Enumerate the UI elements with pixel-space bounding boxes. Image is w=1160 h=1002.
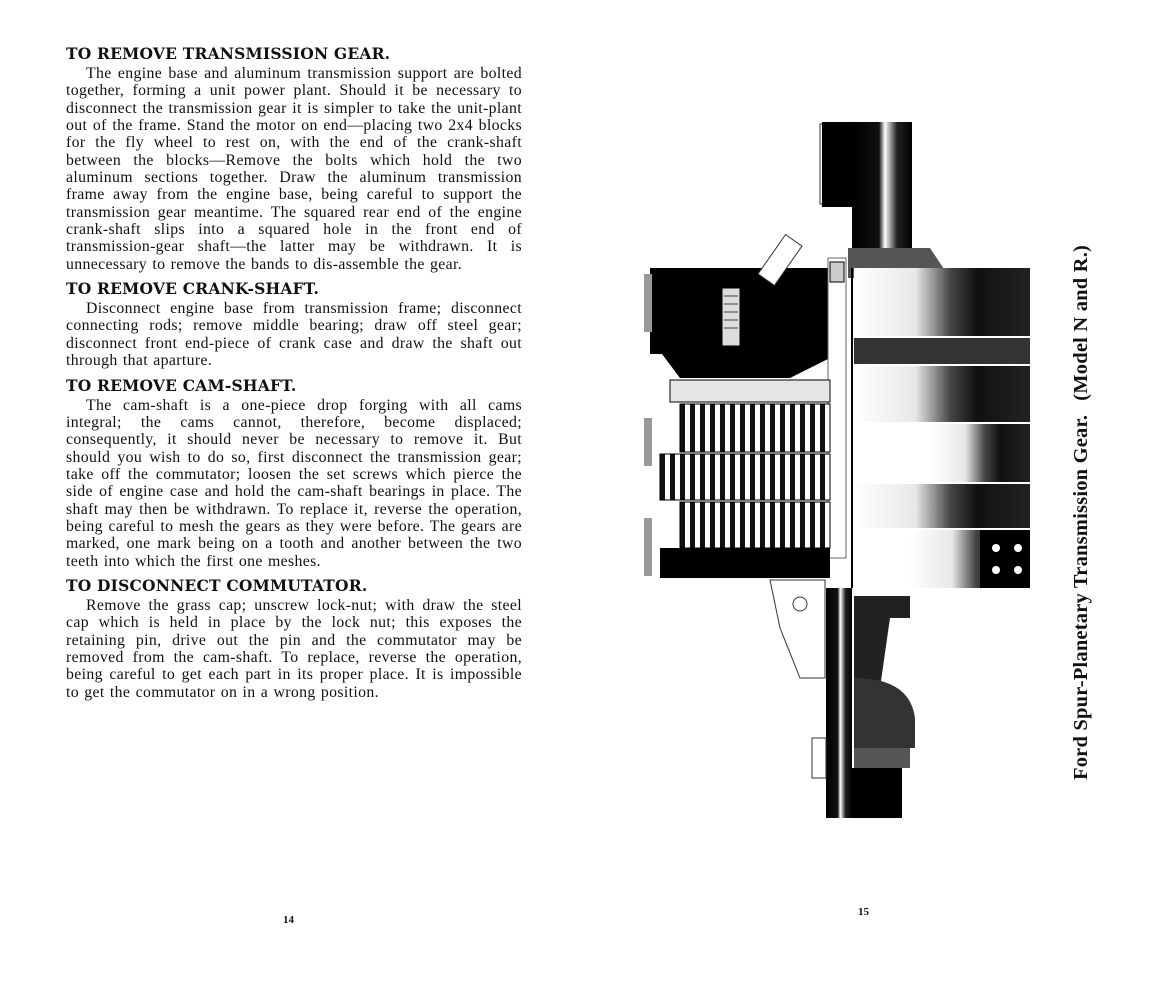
transmission-gear-illustration (640, 118, 1030, 818)
page-number-right: 15 (858, 906, 869, 918)
section-heading: TO REMOVE CRANK-SHAFT. (66, 279, 320, 299)
section-body: The engine base and aluminum transmission support are bolted together, forming a unit power plant. Should it be necessary to disconnect the transmission gear it is simpler to take the unit-plant out of the frame. Stand the motor on end—placing two 2x4 blocks for the fly wheel to rest on, with the end of the crank-shaft between the blocks—Remove the bolts which hold the two aluminum sections together. Draw the aluminum transmission frame away from the engine base, being careful to support the transmission gear meantime. The squared rear end of the engine crank-shaft slips into a squared hole in the front end of transmission-gear shaft—the latter may be withdrawn. It is unnecessary to remove the bands to dis-assemble the gear. (66, 65, 522, 273)
caption-title: Ford Spur-Planetary Transmission Gear. (1070, 414, 1092, 780)
section-heading: TO DISCONNECT COMMUTATOR. (66, 575, 368, 595)
figure-caption (1070, 245, 1093, 780)
section-heading: TO REMOVE TRANSMISSION GEAR. (66, 44, 391, 63)
section-cam-shaft (66, 376, 522, 570)
section-commutator (66, 576, 522, 701)
section-transmission-gear (66, 44, 522, 273)
left-page (66, 44, 522, 707)
section-crank-shaft (66, 279, 522, 369)
section-body: Remove the grass cap; unscrew lock-nut; with draw the steel cap which is held in place by the lock nut; this exposes the retaining pin, drive out the pin and the commutator may be removed from the cam-shaft. To replace, reverse the operation, being careful to get each part in its proper place. It is impossible to get the commutator on in a wrong position. (66, 596, 522, 701)
page-number-left: 14 (283, 914, 294, 926)
caption-model: (Model N and R.) (1070, 244, 1092, 401)
section-heading: TO REMOVE CAM-SHAFT. (66, 375, 297, 395)
section-body: The cam-shaft is a one-piece drop forging with all cams integral; the cams cannot, therefore, become displaced; consequently, it should never be necessary to remove it. But should you wish to do so, first disconnect the transmission gear; take off the commutator; loosen the set screws which pierce the side of engine case and hold the cam-shaft bearings in place. The shaft may then be withdrawn. To replace it, reverse the operation, being careful to mesh the gears as they were before. The gears are marked, one mark being on a tooth and another between the two teeth into which the first one meshes. (66, 396, 522, 570)
section-body: Disconnect engine base from transmission frame; disconnect connecting rods; remove middle bearing; draw off steel gear; disconnect front end-piece of crank case and draw the shaft out through that aparture. (66, 300, 522, 370)
